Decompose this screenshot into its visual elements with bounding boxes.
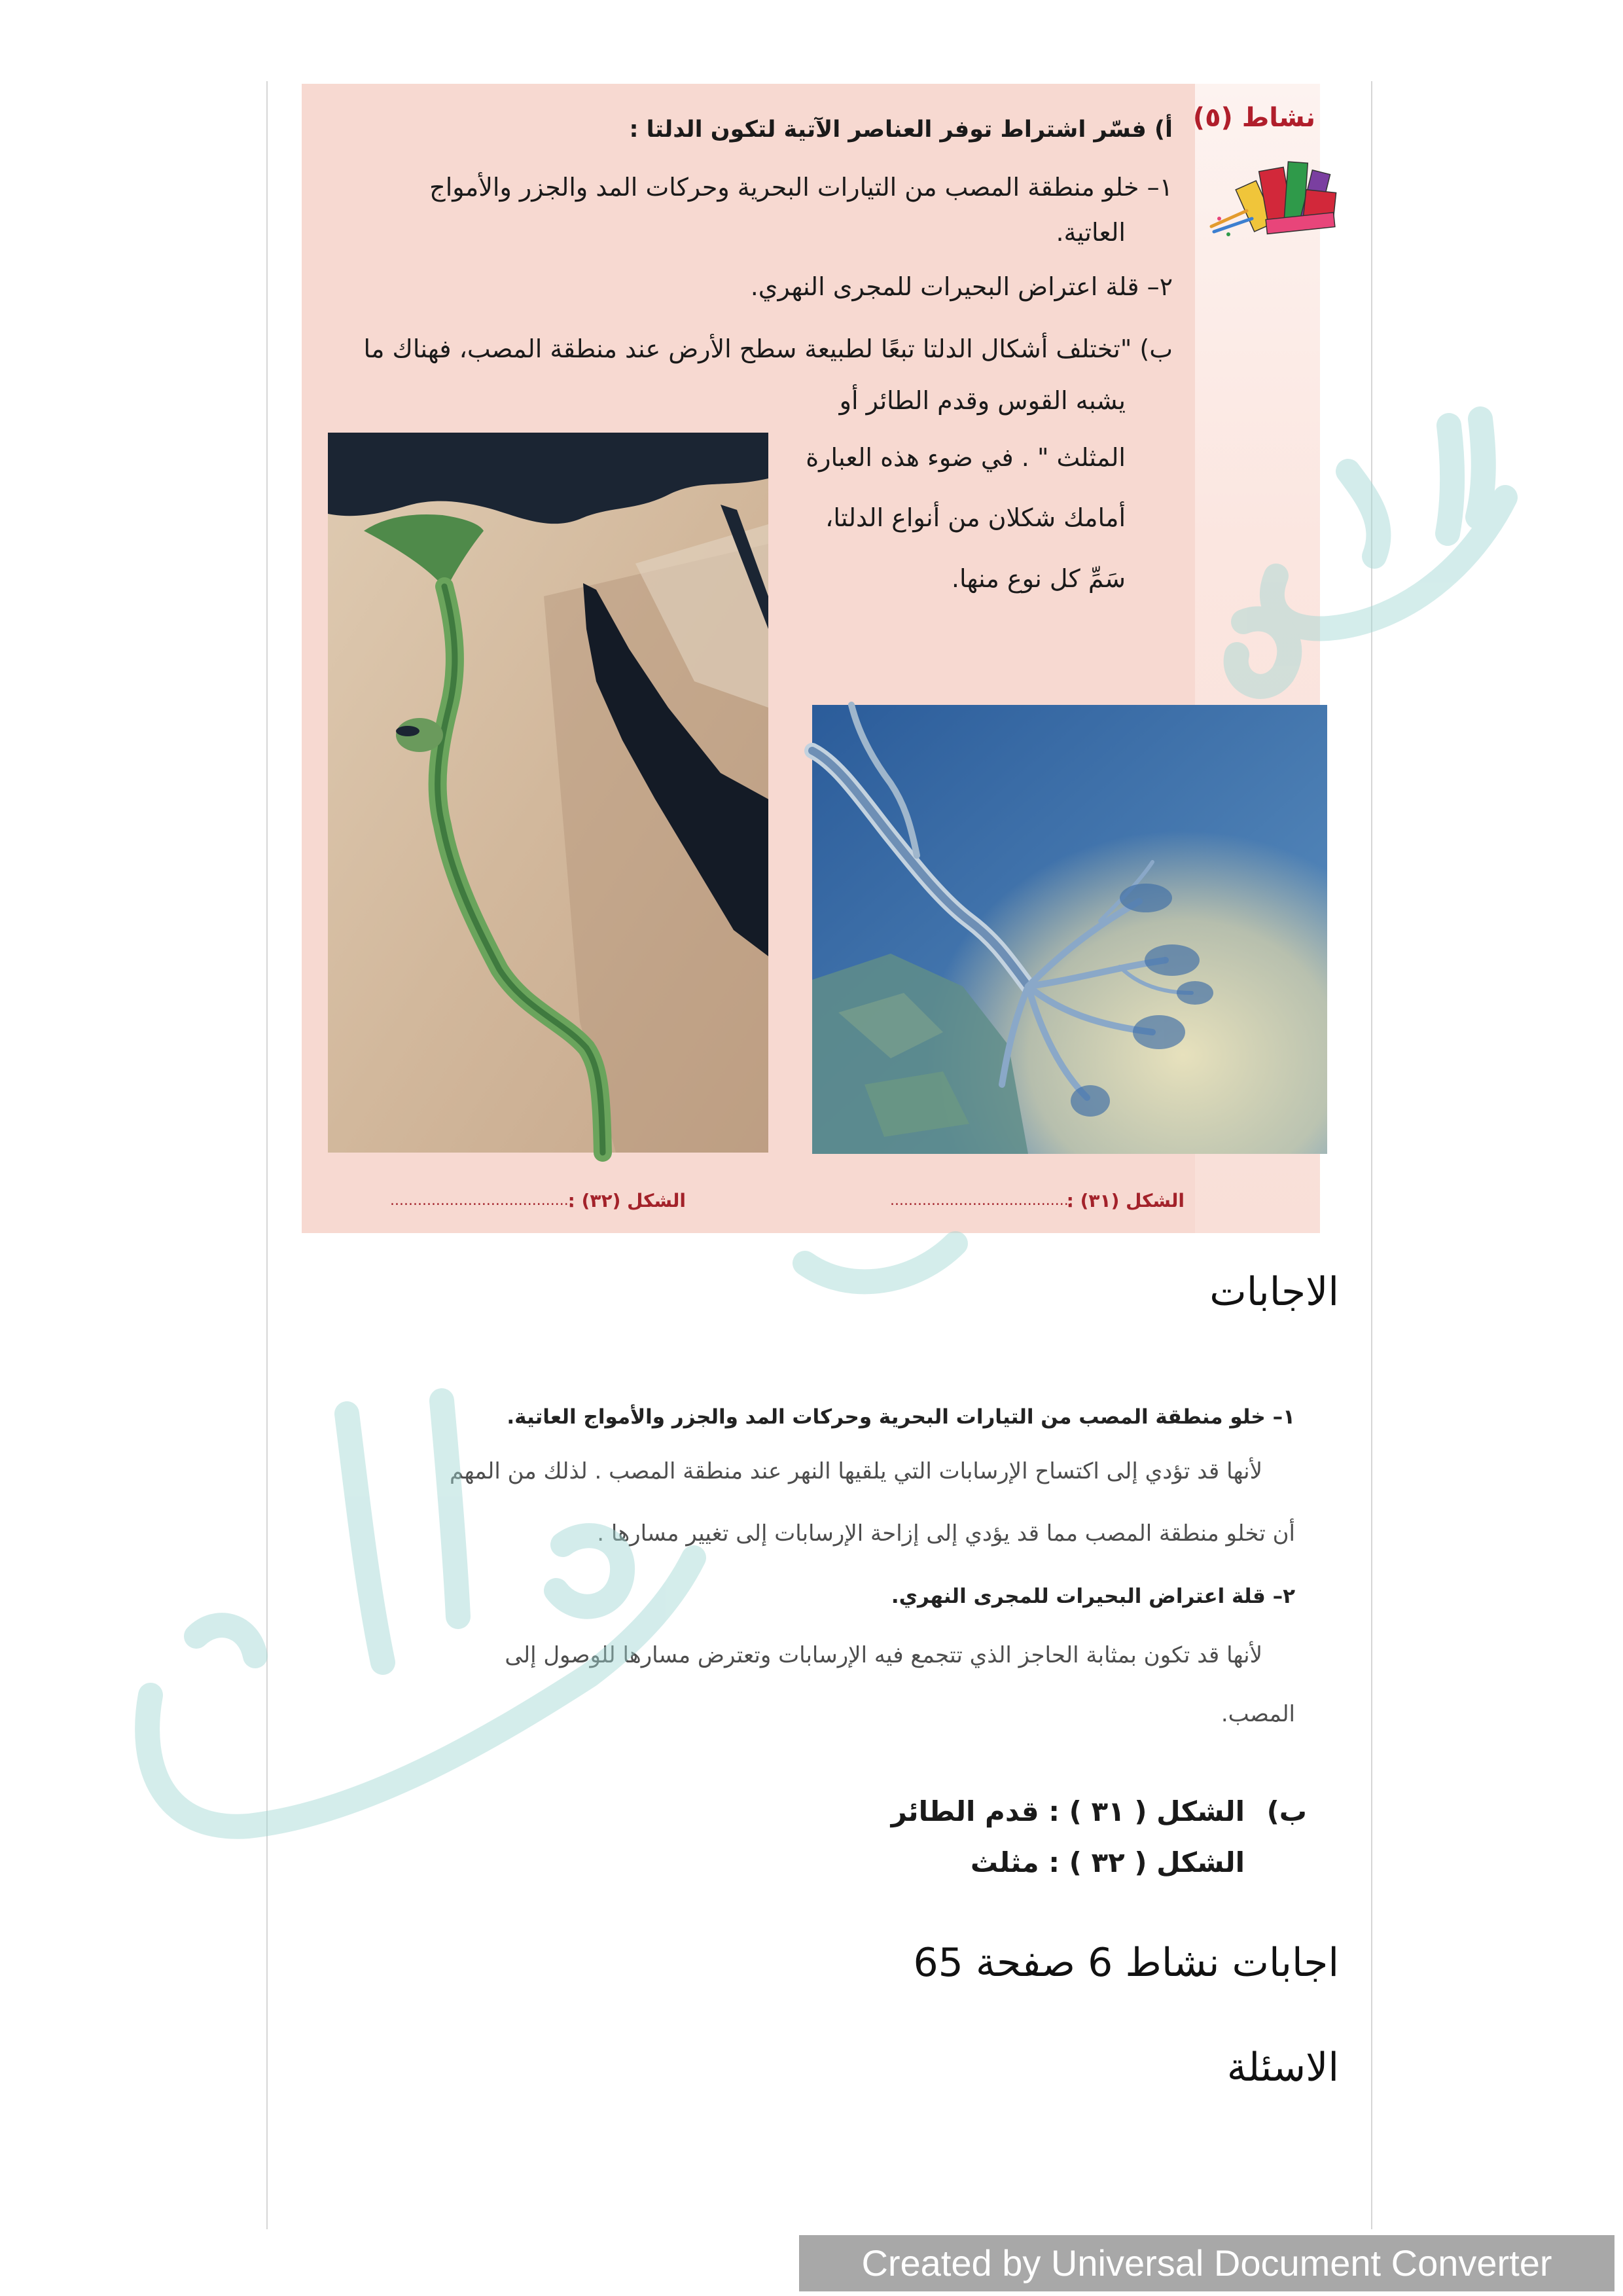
answer-2-title: ٢– قلة اعتراض البحيرات للمجرى النهري.: [891, 1585, 1295, 1608]
part-b-answer-line: الشكل ( ٣١ ) : قدم الطائر: [891, 1795, 1245, 1827]
question-a-item-1-continued: العاتية.: [1056, 218, 1126, 247]
answers-heading: الاجابات: [1209, 1269, 1339, 1315]
answer-1-title: ١– خلو منطقة المصب من التيارات البحرية وحركات المد والجزر والأمواج العاتية.: [507, 1405, 1295, 1429]
left-margin-line: [266, 81, 268, 2229]
figure-31-caption: الشكل (٣١) :: [1066, 1190, 1185, 1211]
question-b-line: المثلث " . في ضوء هذه العبارة: [806, 443, 1126, 472]
question-a: أ) فسّر اشتراط توفر العناصر الآتية لتكون الدلتا :: [629, 117, 1173, 143]
answer-2-text: المصب.: [1221, 1701, 1295, 1727]
question-b: ب) "تختلف أشكال الدلتا تبعًا لطبيعة سطح الأرض عند منطقة المصب، فهناك ما: [363, 334, 1173, 363]
figure-32-caption: الشكل (٣٢) :: [567, 1190, 686, 1211]
figure-31-answer-blank: ........................................: [890, 1193, 1073, 1209]
questions-heading: الاسئلة: [1226, 2045, 1339, 2090]
part-b-label: ب): [1266, 1795, 1307, 1827]
answer-2-text: لأنها قد تكون بمثابة الحاجز الذي تتجمع فيه الإرسابات وتعترض مسارها للوصول إلى: [505, 1642, 1262, 1668]
right-margin-line: [1371, 81, 1372, 2229]
question-a-item-1: ١– خلو منطقة المصب من التيارات البحرية وحركات المد والجزر والأمواج: [429, 173, 1173, 202]
next-activity-heading: اجابات نشاط 6 صفحة 65: [913, 1940, 1339, 1986]
activity-title: نشاط (٥): [1192, 103, 1315, 133]
question-b-line: سَمِّ كل نوع منها.: [951, 564, 1126, 593]
converter-banner: Created by Universal Document Converter: [799, 2235, 1614, 2291]
figure-31-birdfoot-delta-image: [812, 705, 1327, 1154]
figure-32-nile-satellite-image: [328, 433, 768, 1153]
part-b-answer-line: الشكل ( ٣٢ ) : مثلث: [970, 1846, 1245, 1878]
figure-32-answer-blank: ........................................: [390, 1193, 573, 1209]
question-b-line: يشبه القوس وقدم الطائر أو: [839, 386, 1126, 415]
question-a-item-2: ٢– قلة اعتراض البحيرات للمجرى النهري.: [750, 272, 1173, 301]
books-icon: [1206, 145, 1342, 237]
question-b-line: أمامك شكلان من أنواع الدلتا،: [825, 503, 1126, 532]
answer-1-text: لأنها قد تؤدي إلى اكتساح الإرسابات التي يلقيها النهر عند منطقة المصب . لذلك من المهم: [450, 1458, 1262, 1484]
answer-1-text: أن تخلو منطقة المصب مما قد يؤدي إلى إزاحة الإرسابات إلى تغيير مسارها .: [597, 1520, 1295, 1547]
